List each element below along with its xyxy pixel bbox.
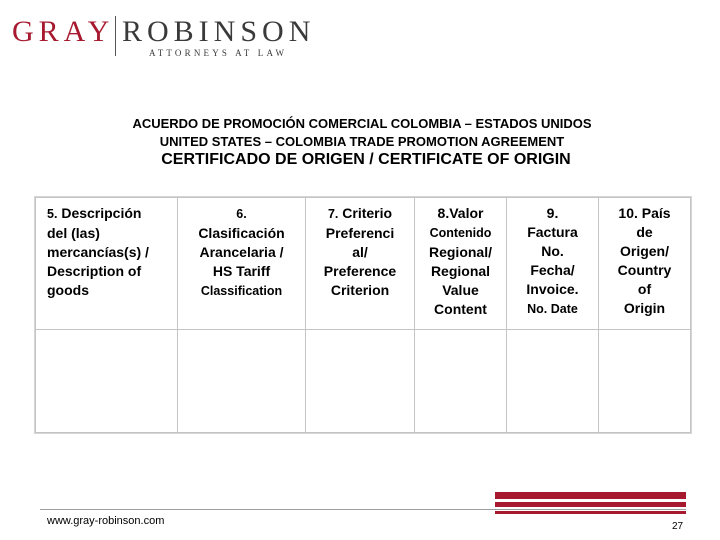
logo-tagline: ATTORNEYS AT LAW — [149, 48, 288, 58]
table-cell-regional-value[interactable] — [415, 330, 507, 433]
certificate-table — [35, 197, 691, 433]
footer-accent-bar — [495, 511, 686, 514]
heading-spanish-agreement: ACUERDO DE PROMOCIÓN COMERCIAL COLOMBIA – ESTADOS UNIDOS — [132, 116, 592, 131]
column-header-invoice: 9. Factura No. Fecha/ Invoice. No. Date — [507, 198, 599, 330]
footer-accent-bar — [495, 492, 686, 499]
page-number: 27 — [672, 521, 684, 532]
table-header-row — [36, 198, 691, 330]
column-header-hs-tariff: 6. Clasificación Arancelaria / HS Tariff Classification — [178, 198, 306, 330]
table-cell-description[interactable] — [36, 330, 178, 433]
column-header-preference-criterion: 7. Criterio Preferenci al/ Preference Criterion — [306, 198, 415, 330]
footer-divider — [40, 509, 686, 510]
table-row — [36, 330, 691, 433]
heading-certificate-title: CERTIFICADO DE ORIGEN / CERTIFICATE OF ORIGIN — [161, 151, 571, 168]
column-header-regional-value: 8.Valor Contenido Regional/ Regional Value Content — [415, 198, 507, 330]
logo-divider — [115, 16, 116, 56]
table-cell-country-of-origin[interactable] — [599, 330, 691, 433]
table-cell-hs-tariff[interactable] — [178, 330, 306, 433]
footer-website-link[interactable]: www.gray-robinson.com — [47, 515, 165, 527]
footer-accent-bar — [495, 502, 686, 507]
logo-word-gray: GRAY — [12, 15, 115, 48]
table-cell-invoice[interactable] — [507, 330, 599, 433]
column-header-description: 5. Descripción del (las) mercancías(s) / Description of goods — [36, 198, 178, 330]
heading-english-agreement: UNITED STATES – COLOMBIA TRADE PROMOTION AGREEMENT — [159, 134, 565, 149]
logo-word-robinson: ROBINSON — [122, 15, 316, 48]
gray-robinson-logo — [12, 14, 316, 58]
column-header-country-of-origin: 10. País de Origen/ Country of Origin — [599, 198, 691, 330]
table-cell-preference-criterion[interactable] — [306, 330, 415, 433]
